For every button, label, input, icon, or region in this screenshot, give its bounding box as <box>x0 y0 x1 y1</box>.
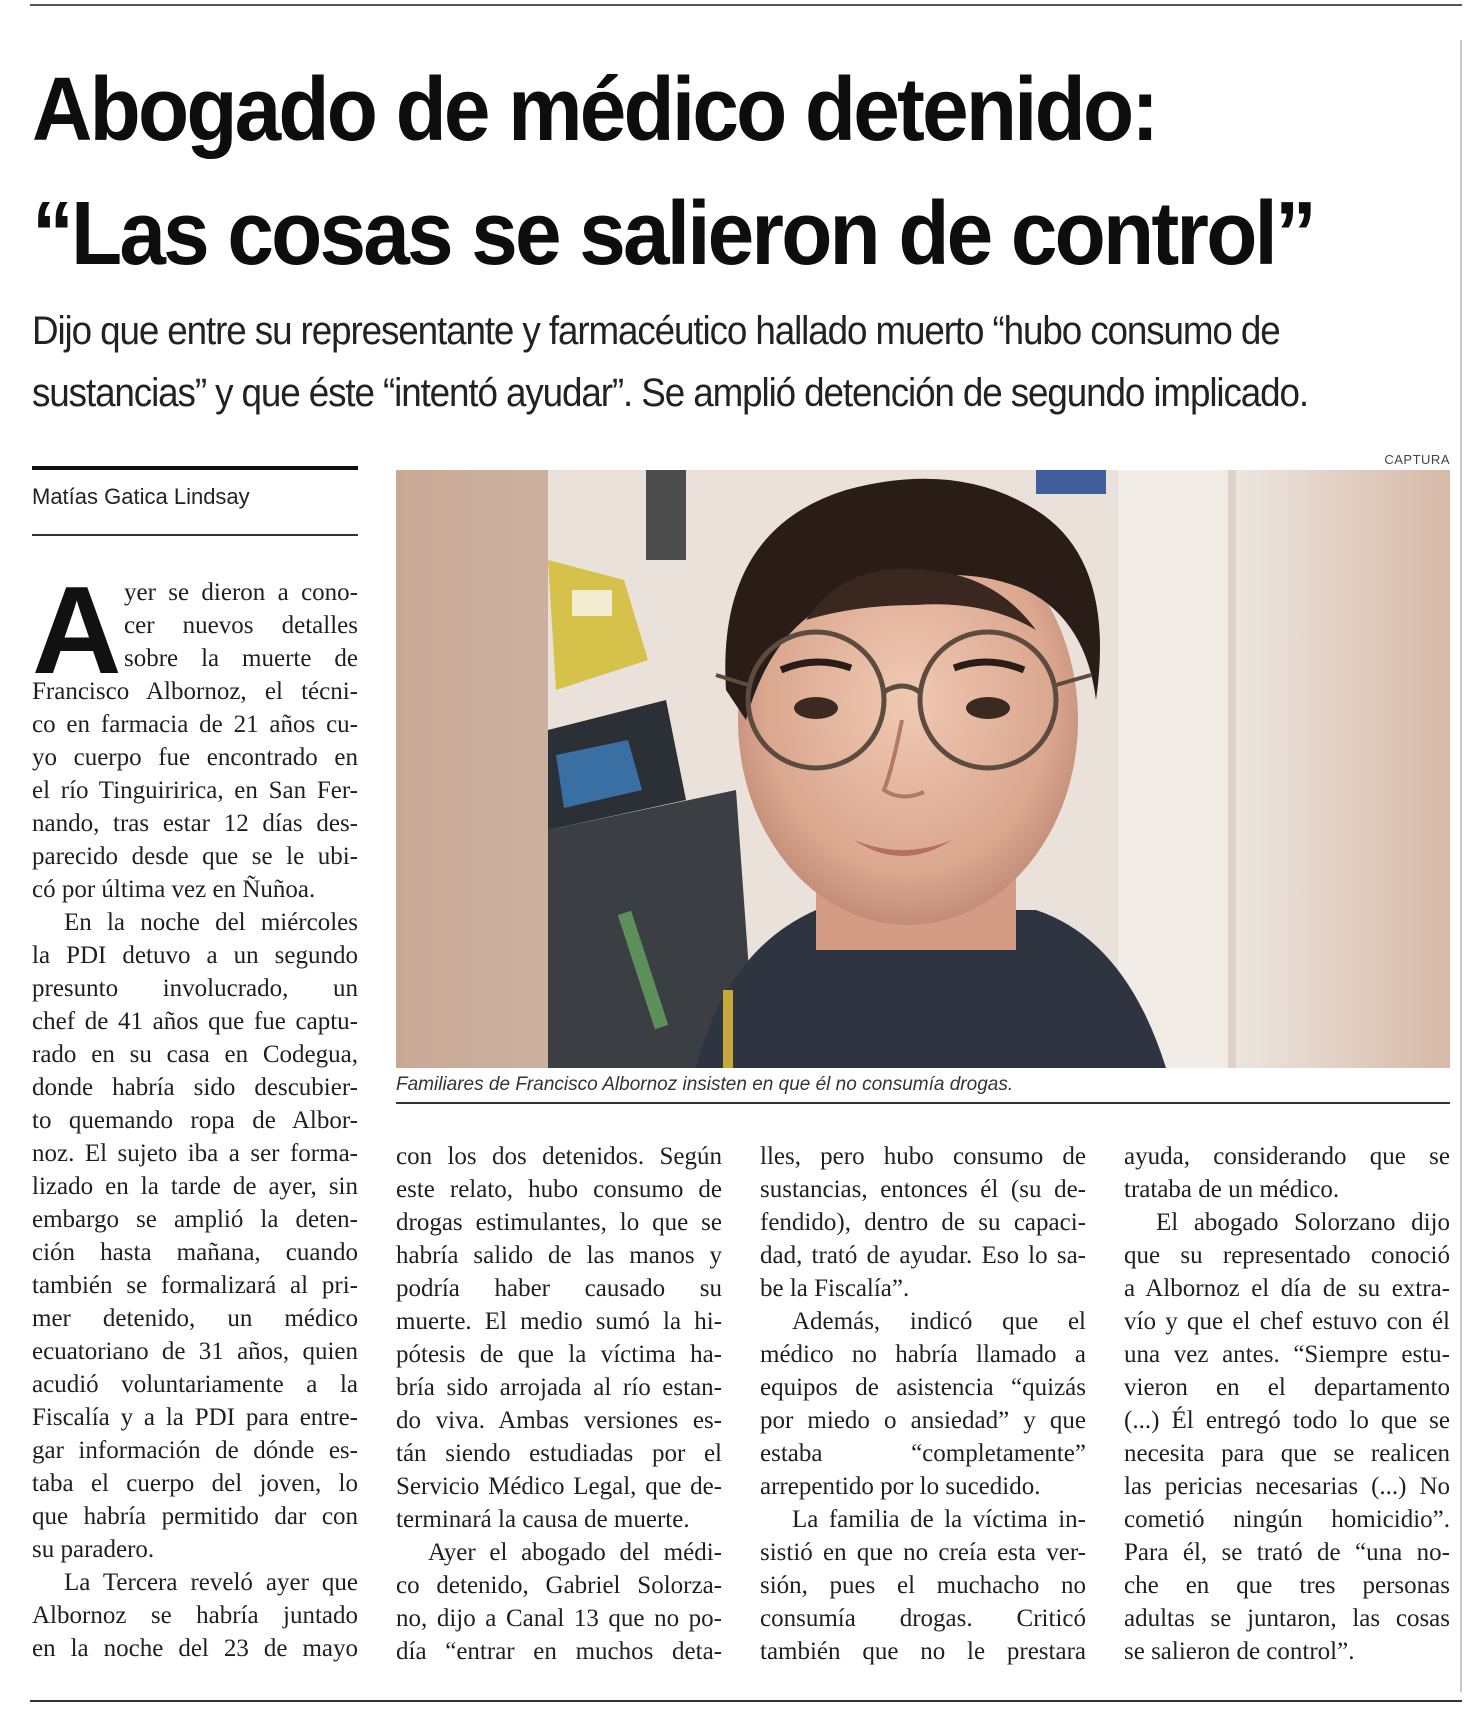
text-line: che en que tres personas <box>1124 1572 1450 1599</box>
deck-subheadline <box>32 300 1320 424</box>
text-line: El abogado Solorzano dijo <box>1156 1209 1450 1236</box>
text-line: La familia de la víctima in- <box>792 1506 1086 1533</box>
text-line: una vez antes. “Siempre estu- <box>1124 1341 1450 1368</box>
text-line: drogas estimulantes, lo que se <box>396 1209 722 1236</box>
text-line: La Tercera reveló ayer que <box>64 1569 358 1596</box>
text-line: que habría permitido dar con <box>32 1503 358 1530</box>
text-line: día “entrar en muchos deta- <box>396 1638 722 1665</box>
text-line: vieron en el departamento <box>1124 1374 1450 1401</box>
text-line: yo cuerpo fue encontrado en <box>32 744 358 771</box>
text-line: co en farmacia de 21 años cu- <box>32 711 358 738</box>
text-line: trataba de un médico. <box>1124 1176 1340 1203</box>
text-line: dad, trató de ayudar. Eso lo sa- <box>760 1242 1086 1269</box>
text-line: a Albornoz el día de su extra- <box>1124 1275 1450 1302</box>
drop-cap: A <box>32 562 122 700</box>
text-line: Para él, se trató de “una no- <box>1124 1539 1450 1566</box>
text-line: lles, pero hubo consumo de <box>760 1143 1086 1170</box>
text-line: arrepentido por lo sucedido. <box>760 1473 1041 1500</box>
photo-credit: CAPTURA <box>1384 452 1450 467</box>
text-line: parecido desde que se le ubi- <box>32 843 358 870</box>
text-line: ayuda, considerando que se <box>1124 1143 1450 1170</box>
text-line: acudió voluntariamente a la <box>32 1371 358 1398</box>
text-line: el río Tinguiririca, en San Fer- <box>32 777 358 804</box>
text-line: ción hasta mañana, cuando <box>32 1239 358 1266</box>
text-line: con los dos detenidos. Según <box>396 1143 722 1170</box>
text-line: chef de 41 años que fue captu- <box>32 1008 358 1035</box>
text-line: cometió ningún homicidio”. <box>1124 1506 1450 1533</box>
text-line: podría haber causado su <box>396 1275 722 1302</box>
caption-rule <box>396 1102 1450 1104</box>
text-line: Además, indicó que el <box>792 1308 1086 1335</box>
text-line: be la Fiscalía”. <box>760 1275 910 1302</box>
text-line: En la noche del miércoles <box>64 909 358 936</box>
text-line: donde habría sido descubier- <box>32 1074 358 1101</box>
byline-bottom-rule <box>32 534 358 536</box>
text-line: Ayer el abogado del médi- <box>428 1539 722 1566</box>
text-line: terminará la causa de muerte. <box>396 1506 690 1533</box>
text-line: su paradero. <box>32 1536 155 1563</box>
text-line: en la noche del 23 de mayo <box>32 1635 358 1662</box>
article-column-1 <box>32 562 358 1665</box>
text-line: nando, tras estar 12 días des- <box>32 810 358 837</box>
text-line: Francisco Albornoz, el técni- <box>32 678 358 705</box>
text-line: Fiscalía y a la PDI para entre- <box>32 1404 358 1431</box>
text-line: Albornoz se habría juntado <box>32 1602 358 1629</box>
text-line: consumía drogas. Criticó <box>760 1605 1086 1632</box>
text-line: sistió en que no creía esta ver- <box>760 1539 1086 1566</box>
text-line: adultas se juntaron, las cosas <box>1124 1605 1450 1632</box>
article-photo <box>396 470 1450 1068</box>
text-line: necesita para que se realicen <box>1124 1440 1450 1467</box>
text-line: presunto involucrado, un <box>32 975 358 1002</box>
text-line: taba el cuerpo del joven, lo <box>32 1470 358 1497</box>
text-line: rado en su casa en Codegua, <box>32 1041 358 1068</box>
text-line: vío y que el chef estuvo con él <box>1124 1308 1450 1335</box>
text-line: (...) Él entregó todo lo que se <box>1124 1407 1450 1434</box>
text-line: que su representado conoció <box>1124 1242 1450 1269</box>
top-rule <box>30 4 1462 6</box>
text-line: pótesis de que la víctima ha- <box>396 1341 722 1368</box>
text-line: to quemando ropa de Albor- <box>32 1107 358 1134</box>
text-line: co detenido, Gabriel Solorza- <box>396 1572 722 1599</box>
text-line: yer se dieron a cono- <box>124 579 358 606</box>
text-line: este relato, hubo consumo de <box>396 1176 722 1203</box>
text-line: cer nuevos detalles <box>124 612 358 639</box>
text-line: bría sido arrojada al río estan- <box>396 1374 722 1401</box>
text-line: la PDI detuvo a un segundo <box>32 942 358 969</box>
text-line: sobre la muerte de <box>124 645 358 672</box>
byline-top-rule <box>32 466 358 470</box>
deck-line-1: Dijo que entre su representante y farmacéutico hallado muerto “hubo consumo de <box>32 309 1280 353</box>
byline: Matías Gatica Lindsay <box>32 484 250 509</box>
text-line: equipos de asistencia “quizás <box>760 1374 1086 1401</box>
text-line: sustancias, entonces él (su de- <box>760 1176 1086 1203</box>
article-column-4 <box>1124 1140 1450 1668</box>
text-line: estaba “completamente” <box>760 1440 1086 1467</box>
headline-line-1: Abogado de médico detenido: <box>32 60 1157 160</box>
text-line: fendido), dentro de su capaci- <box>760 1209 1086 1236</box>
text-line: Servicio Médico Legal, que de- <box>396 1473 722 1500</box>
text-line: por miedo o ansiedad” y que <box>760 1407 1086 1434</box>
text-line: las pericias necesarias (...) No <box>1124 1473 1450 1500</box>
text-line: también se formalizará al pri- <box>32 1272 358 1299</box>
text-line: tán siendo estudiadas por el <box>396 1440 722 1467</box>
text-line: có por última vez en Ñuñoa. <box>32 876 316 903</box>
article-column-3 <box>760 1140 1086 1668</box>
photo-caption: Familiares de Francisco Albornoz insisten en que él no consumía drogas. <box>396 1074 1014 1095</box>
article-column-2 <box>396 1140 722 1668</box>
text-line: no, dijo a Canal 13 que no po- <box>396 1605 722 1632</box>
text-line: ecuatoriano de 31 años, quien <box>32 1338 358 1365</box>
text-line: se salieron de control”. <box>1124 1638 1355 1665</box>
text-line: lizado en la tarde de ayer, sin <box>32 1173 358 1200</box>
text-line: médico no habría llamado a <box>760 1341 1086 1368</box>
headline <box>32 48 1353 296</box>
right-margin-rule <box>1460 40 1462 1692</box>
text-line: noz. El sujeto iba a ser forma- <box>32 1140 358 1167</box>
text-line: do viva. Ambas versiones es- <box>396 1407 722 1434</box>
text-line: gar información de dónde es- <box>32 1437 358 1464</box>
headline-line-2: “Las cosas se salieron de control” <box>32 184 1315 284</box>
text-line: sión, pues el muchacho no <box>760 1572 1086 1599</box>
deck-line-2: sustancias” y que éste “intentó ayudar”. Se amplió detención de segundo implicado. <box>32 371 1308 415</box>
bottom-rule <box>30 1700 1462 1702</box>
text-line: embargo se amplió la deten- <box>32 1206 358 1233</box>
portrait-photo-illustration <box>396 470 1450 1068</box>
text-line: habría salido de las manos y <box>396 1242 722 1269</box>
text-line: mer detenido, un médico <box>32 1305 358 1332</box>
text-line: muerte. El medio sumó la hi- <box>396 1308 722 1335</box>
text-line: también que no le prestara <box>760 1638 1086 1665</box>
